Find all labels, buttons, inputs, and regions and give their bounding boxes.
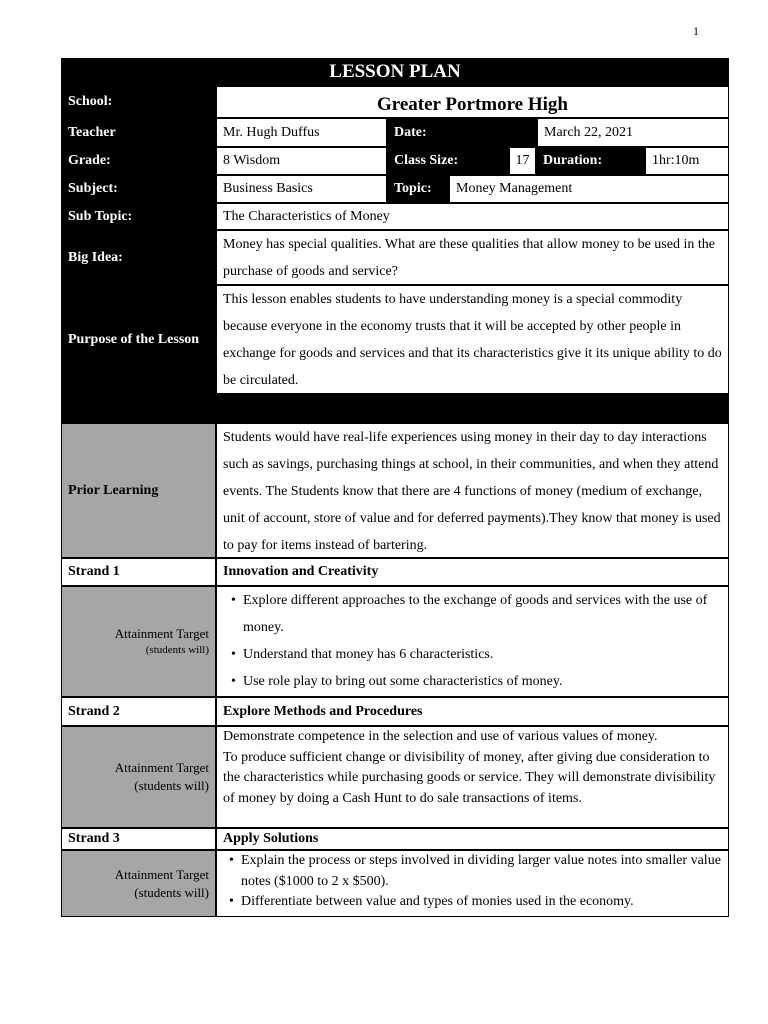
class-size-label: Class Size: <box>387 147 509 175</box>
strand3-bullets <box>216 850 729 917</box>
duration-value: 1hr:10m <box>645 147 729 175</box>
grade-label: Grade: <box>61 147 216 175</box>
strand2-attainment-label <box>61 726 216 828</box>
prior-learning-label: Prior Learning <box>61 423 216 558</box>
strand2-body <box>216 726 729 828</box>
strand3-target-sub: (students will) <box>134 884 209 900</box>
strand2-line-2: To produce sufficient change or divisibility of money, after giving due consideration to the characteristics while purchasing goods or service. They will demonstrate divisibility of money by doing a Cash Hunt to do sale transactions of items. <box>223 749 716 806</box>
sub-topic-value: The Characteristics of Money <box>216 203 729 230</box>
strand3-label: Strand 3 <box>61 828 216 850</box>
strand1-bullets <box>216 586 729 697</box>
big-idea-value: Money has special qualities. What are these qualities that allow money to be used in the purchase of goods and service? <box>216 230 729 285</box>
prior-learning-value: Students would have real-life experiences using money in their day to day interactions such as savings, purchasing things at school, in their communities, and when they attend events. The Students know that there are 4 functions of money (medium of exchange, unit of account, store of value and for deferred payments).They know that money is used to pay for items instead of bartering. <box>216 423 729 558</box>
strand1-bullet-2: • Understand that money has 6 characteristics. <box>219 641 722 668</box>
strand1-attainment-label <box>61 586 216 697</box>
page-number: 1 <box>693 24 699 38</box>
strand1-target-label: Attainment Target <box>114 626 209 642</box>
strand3-bullet-1: • Explain the process or steps involved in dividing larger value notes into smaller value notes ($1000 to 2 x $500). <box>217 851 722 892</box>
strand1-label: Strand 1 <box>61 558 216 586</box>
strand2-heading: Explore Methods and Procedures <box>216 697 729 726</box>
subject-label: Subject: <box>61 175 216 203</box>
strand2-target-sub: (students will) <box>134 778 209 793</box>
strand1-heading: Innovation and Creativity <box>216 558 729 586</box>
sub-topic-label: Sub Topic: <box>61 203 216 230</box>
purpose-value: This lesson enables students to have understanding money is a special commodity because everyone in the economy trusts that it will be accepted by other people in exchange for goods and services and that its characteristics give it its unique ability to do be circulated. <box>216 285 729 394</box>
big-idea-label: Big Idea: <box>61 230 216 285</box>
strand1-bullet-3: • Use role play to bring out some characteristics of money. <box>219 668 722 695</box>
section-divider <box>61 394 729 423</box>
strand1-target-sub: (students will) <box>145 643 209 656</box>
subject-value: Business Basics <box>216 175 387 203</box>
strand2-line-1: Demonstrate competence in the selection and use of various values of money. <box>223 729 658 744</box>
topic-value: Money Management <box>449 175 729 203</box>
purpose-label: Purpose of the Lesson <box>61 285 216 394</box>
school-label: School: <box>61 86 216 118</box>
teacher-label: Teacher <box>61 118 216 147</box>
strand3-bullet-2: • Differentiate between value and types of monies used in the economy. <box>217 892 722 913</box>
strand3-heading: Apply Solutions <box>216 828 729 850</box>
strand3-attainment-label <box>61 850 216 917</box>
grade-value: 8 Wisdom <box>216 147 387 175</box>
strand2-target-label: Attainment Target <box>114 760 209 776</box>
topic-label: Topic: <box>387 175 449 203</box>
title-bar: LESSON PLAN <box>61 58 729 86</box>
class-size-value: 17 <box>509 147 536 175</box>
duration-label: Duration: <box>536 147 645 175</box>
school-value: Greater Portmore High <box>216 86 729 118</box>
strand3-target-label: Attainment Target <box>114 866 209 882</box>
teacher-value: Mr. Hugh Duffus <box>216 118 387 147</box>
date-label: Date: <box>387 118 537 147</box>
strand1-bullet-1: • Explore different approaches to the exchange of goods and services with the use of money. <box>219 587 722 641</box>
date-value: March 22, 2021 <box>537 118 729 147</box>
strand2-label: Strand 2 <box>61 697 216 726</box>
